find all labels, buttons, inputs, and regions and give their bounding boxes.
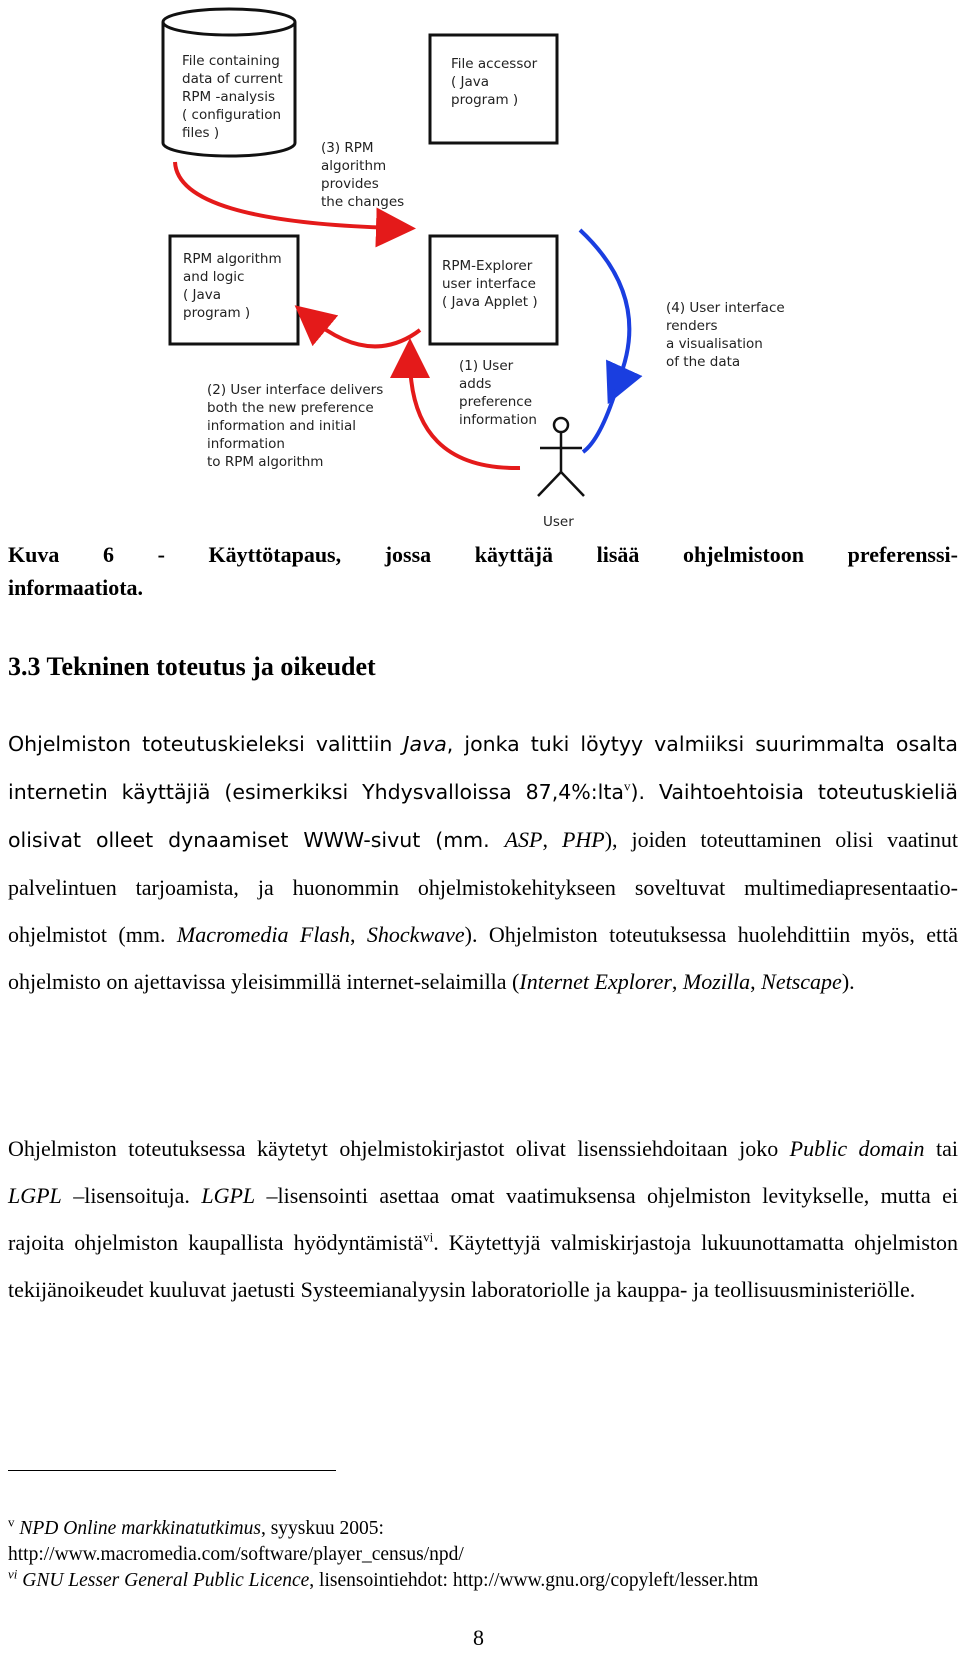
- footnote-v-url[interactable]: http://www.macromedia.com/software/player_census/npd/: [8, 1544, 464, 1565]
- paragraph-implementation: Ohjelmiston toteutuskieleksi valittiin Java, jonka tuki löytyy valmiiksi suurimmalta osalta internetin käyttäjiä (esimerkiksi Yhdysvalloissa 87,4%:lta$^v$). Vaihtoehtoisia toteutuskieliä olisivat olleet dynaamiset WWW-sivut (mm. ASP, PHP), joiden toteuttaminen olisi vaatinut palvelintuen tarjoamista, ja huonommin ohjelmistokehitykseen soveltuvat multimediapresentaatio-ohjelmistot (mm. Macromedia Flash, Shockwave). Ohjelmiston toteutuksessa huolehdittiin myös, että ohjelmisto on ajettavissa yleisimmillä internet-selaimilla (Internet Explorer, Mozilla, Netscape).: [8, 732, 958, 994]
- footnote-ref[interactable]: v: [623, 778, 631, 794]
- svg-text:to RPM algorithm: to RPM algorithm: [207, 454, 324, 470]
- file-box-line: files ): [182, 125, 220, 141]
- svg-text:program ): program ): [451, 92, 519, 108]
- paragraph-licensing: Ohjelmiston toteutuksessa käytetyt ohjelmistokirjastot olivat lisenssiehdoitaan joko Public domain tai LGPL –lisensoituja. LGPL –lisensointi asettaa omat vaatimuksensa ohjelmiston levitykselle, mutta ei rajoita ohjelmiston kaupallista hyödyntämistä$^{vi}$. Käytettyjä valmiskirjastoja lukuunottamatta ohjelmiston tekijänoikeudet kuuluvat jaetusti Systeemianalyysin laboratoriolle ja kauppa- ja teollisuusministeriölle.: [8, 1136, 959, 1302]
- file-box-line: RPM -analysis: [182, 89, 275, 105]
- svg-text:information: information: [459, 412, 537, 428]
- svg-text:File accessor: File accessor: [451, 56, 538, 72]
- file-box-line: File containing: [182, 53, 280, 69]
- footnote-ref[interactable]: vi: [423, 1229, 434, 1245]
- svg-text:RPM-Explorer: RPM-Explorer: [442, 258, 533, 274]
- svg-text:both the new preference: both the new preference: [207, 400, 374, 416]
- rpm-explorer-box: [430, 236, 557, 344]
- svg-text:algorithm: algorithm: [321, 158, 387, 174]
- svg-text:adds: adds: [459, 376, 492, 392]
- use-case-diagram: [0, 0, 960, 540]
- file-cylinder: [163, 9, 295, 156]
- figure-caption-continued: informaatiota.: [8, 575, 144, 600]
- section-heading: 3.3 Tekninen toteutus ja oikeudet: [8, 652, 376, 681]
- arrow-blue-top: [570, 230, 580, 270]
- file-box-line: data of current: [182, 71, 283, 87]
- svg-text:a visualisation: a visualisation: [666, 336, 763, 352]
- file-box-line: ( configuration: [182, 107, 282, 123]
- footnote-divider: [8, 1470, 336, 1471]
- arrow-step-4: [580, 230, 629, 386]
- svg-text:of the data: of the data: [666, 354, 741, 370]
- step-1-label: [459, 358, 537, 428]
- figure-caption: Kuva 6 - Käyttötapaus, jossa käyttäjä lisää ohjelmistoon preferenssi-: [8, 542, 958, 567]
- svg-text:(2) User interface delivers: (2) User interface delivers: [207, 382, 384, 398]
- svg-text:RPM algorithm: RPM algorithm: [183, 251, 282, 267]
- user-stick-figure: [538, 418, 584, 496]
- arrow-step-2: [310, 318, 420, 346]
- footnote-v: $^v$ NPD Online markkinatutkimus, syyskuu 2005:: [8, 1514, 384, 1539]
- svg-text:( Java: ( Java: [183, 287, 222, 303]
- svg-text:provides: provides: [321, 176, 379, 192]
- svg-text:user interface: user interface: [442, 276, 536, 292]
- step-3-label: [321, 140, 404, 210]
- step-2-label: [207, 382, 383, 470]
- svg-text:information and initial: information and initial: [207, 418, 357, 434]
- arrow-step-4-to-user: [583, 390, 616, 452]
- svg-text:and logic: and logic: [183, 269, 245, 285]
- svg-text:( Java Applet ): ( Java Applet ): [442, 294, 538, 310]
- svg-text:program ): program ): [183, 305, 251, 321]
- step-4-label: [666, 300, 785, 370]
- footnote-vi: $^{vi}$ GNU Lesser General Public Licence, lisensointiehdot: http://www.gnu.org/copyleft/lesser.htm: [8, 1566, 759, 1591]
- svg-text:renders: renders: [666, 318, 718, 334]
- file-accessor-box: [430, 35, 557, 143]
- svg-text:(4) User interface: (4) User interface: [666, 300, 785, 316]
- svg-text:( Java: ( Java: [451, 74, 490, 90]
- page-number: 8: [473, 1625, 484, 1650]
- svg-text:information: information: [207, 436, 285, 452]
- user-label: User: [543, 514, 574, 530]
- svg-text:(3) RPM: (3) RPM: [321, 140, 374, 156]
- svg-text:(1) User: (1) User: [459, 358, 514, 374]
- svg-text:the changes: the changes: [321, 194, 405, 210]
- rpm-algorithm-box: [170, 236, 298, 344]
- svg-text:preference: preference: [459, 394, 533, 410]
